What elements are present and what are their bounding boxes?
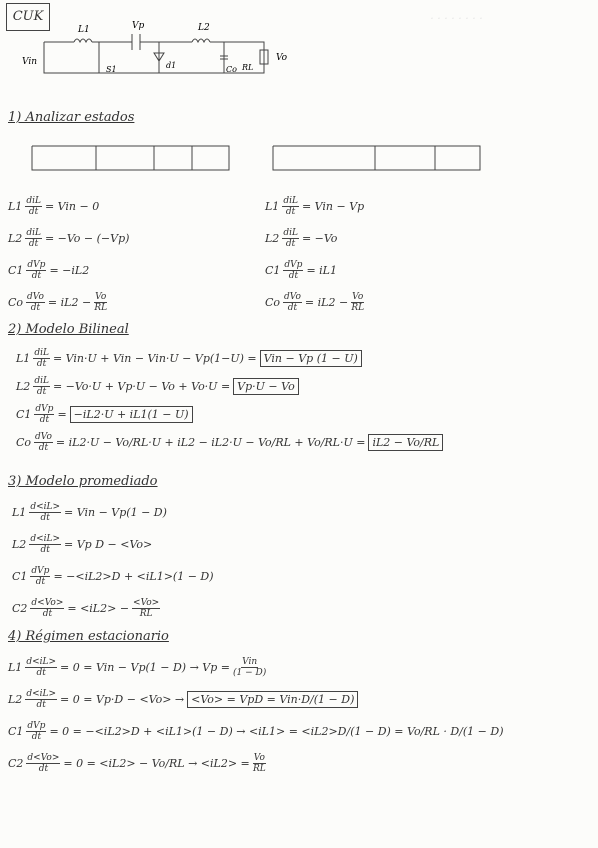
s1-right-deriv bbox=[282, 228, 299, 249]
s4-eq-1 bbox=[8, 689, 358, 710]
s3-deriv-num: d<iL> bbox=[30, 534, 61, 544]
s1-left-rfrac bbox=[94, 292, 107, 313]
s1-left-lhs: L1 bbox=[8, 200, 23, 213]
s2-rhs: = iL2·U − Vo/RL·U + iL2 − iL2·U − Vo/RL + Vo/RL·U = bbox=[55, 436, 366, 449]
s1-left-deriv-num: dVo bbox=[27, 292, 44, 302]
s1-right-rfrac-den: RL bbox=[351, 303, 365, 313]
s3-rfrac-num: <Vo> bbox=[133, 598, 160, 608]
s4-lhs: C2 bbox=[8, 757, 24, 770]
s2-deriv-den: dt bbox=[38, 443, 49, 453]
s1-left-deriv-num: dVp bbox=[27, 260, 46, 270]
s2-boxed-result: Vp·U − Vo bbox=[233, 378, 299, 395]
s3-deriv bbox=[30, 598, 64, 619]
s2-deriv bbox=[34, 432, 53, 453]
s1-right-deriv bbox=[283, 260, 303, 281]
section-4-title: 4) Régimen estacionario bbox=[8, 629, 169, 644]
s2-boxed-result: −iL2·U + iL1(1 − U) bbox=[70, 406, 193, 423]
s2-deriv-num: dVo bbox=[35, 432, 52, 442]
s4-rfrac-num: Vin bbox=[242, 657, 258, 667]
s4-deriv-num: d<iL> bbox=[26, 657, 57, 667]
vin-label: Vin bbox=[22, 57, 38, 67]
s2-rhs: = Vin·U + Vin − Vin·U − Vp(1−U) = bbox=[52, 352, 257, 365]
s4-eq-3 bbox=[8, 753, 266, 774]
s4-lhs: L1 bbox=[8, 661, 23, 674]
co-label: Co bbox=[226, 65, 237, 74]
s3-deriv-den: dt bbox=[40, 513, 50, 523]
s2-eq-3 bbox=[16, 432, 443, 453]
s2-eq-1 bbox=[16, 376, 299, 397]
s3-deriv-den: dt bbox=[42, 609, 53, 619]
s4-deriv-den: dt bbox=[36, 700, 46, 710]
s1-right-deriv bbox=[283, 292, 302, 313]
s3-lhs: L1 bbox=[12, 506, 27, 519]
s4-boxed-result: <Vo> = VpD = Vin·D/(1 − D) bbox=[187, 691, 358, 708]
s1-left-rfrac-den: RL bbox=[94, 303, 108, 313]
s4-rhs: = 0 = −<iL2>D + <iL1>(1 − D) → <iL1> = <iL2>D/(1 − D) = Vo/RL · D/(1 − D) bbox=[49, 725, 504, 738]
s2-rhs: = −Vo·U + Vp·U − Vo + Vo·U = bbox=[52, 380, 231, 393]
s1-left-deriv bbox=[25, 196, 42, 217]
s4-rhs: = 0 = Vin − Vp(1 − D) → Vp = bbox=[60, 661, 231, 674]
s1-left-deriv-num: diL bbox=[26, 196, 41, 206]
s1-right-eq-2 bbox=[265, 260, 337, 281]
s3-deriv-num: d<iL> bbox=[30, 502, 61, 512]
s1-right-lhs: L2 bbox=[265, 232, 280, 245]
bleed-through-text: · · · · · · · · bbox=[430, 12, 483, 25]
s1-left-deriv-num: diL bbox=[26, 228, 41, 238]
s1-left-lhs: Co bbox=[8, 296, 24, 309]
s2-deriv-num: diL bbox=[34, 376, 49, 386]
s2-lhs: L2 bbox=[16, 380, 31, 393]
s2-deriv-num: diL bbox=[34, 348, 49, 358]
switch-label: S1 bbox=[106, 65, 117, 74]
s1-left-eq-1 bbox=[8, 228, 129, 249]
s4-deriv bbox=[26, 721, 46, 742]
s1-left-rfrac-num: Vo bbox=[95, 292, 107, 302]
s3-rhs: = Vp D − <Vo> bbox=[64, 538, 153, 551]
s1-right-deriv-den: dt bbox=[287, 303, 298, 313]
s2-boxed-result: iL2 − Vo/RL bbox=[368, 434, 443, 451]
s4-deriv-num: d<Vo> bbox=[27, 753, 60, 763]
s1-left-rhs: = −Vo − (−Vp) bbox=[44, 232, 130, 245]
s4-deriv bbox=[25, 657, 57, 678]
s2-deriv bbox=[33, 376, 50, 397]
s1-right-deriv-num: dVp bbox=[284, 260, 303, 270]
s1-right-lhs: Co bbox=[265, 296, 281, 309]
s1-right-deriv-den: dt bbox=[285, 207, 296, 217]
s3-eq-2 bbox=[12, 566, 214, 587]
s1-left-deriv bbox=[26, 292, 45, 313]
s3-rhs: = <iL2> − bbox=[67, 602, 130, 615]
s2-deriv-den: dt bbox=[36, 359, 47, 369]
s4-deriv bbox=[25, 689, 57, 710]
s3-rhs: = −<iL2>D + <iL1>(1 − D) bbox=[53, 570, 214, 583]
s4-deriv-den: dt bbox=[36, 668, 46, 678]
rl-label: RL bbox=[242, 63, 254, 72]
s1-right-lhs: C1 bbox=[265, 264, 281, 277]
page-title: CUK bbox=[6, 3, 50, 31]
s1-right-rfrac-num: Vo bbox=[352, 292, 364, 302]
s1-left-lhs: L2 bbox=[8, 232, 23, 245]
s4-eq-2 bbox=[8, 721, 504, 742]
s3-lhs: C1 bbox=[12, 570, 28, 583]
s1-left-rhs: = iL2 − bbox=[47, 296, 92, 309]
s3-deriv bbox=[30, 566, 50, 587]
diode-label: d1 bbox=[166, 61, 177, 70]
s1-right-deriv bbox=[282, 196, 299, 217]
s3-deriv-den: dt bbox=[35, 577, 46, 587]
s2-eq-2 bbox=[16, 404, 193, 425]
s1-right-rhs: = iL2 − bbox=[304, 296, 349, 309]
s4-lhs: L2 bbox=[8, 693, 23, 706]
s1-left-lhs: C1 bbox=[8, 264, 24, 277]
s4-rhs: = 0 = Vp·D − <Vo> → bbox=[60, 693, 185, 706]
s1-right-deriv-num: diL bbox=[283, 228, 298, 238]
s1-right-rhs: = iL1 bbox=[306, 264, 337, 277]
s4-deriv-den: dt bbox=[38, 764, 49, 774]
s3-rfrac bbox=[132, 598, 160, 619]
state-on-circuit bbox=[14, 130, 249, 176]
s3-lhs: C2 bbox=[12, 602, 28, 615]
section-2-title: 2) Modelo Bilineal bbox=[8, 322, 129, 337]
s1-right-deriv-den: dt bbox=[285, 239, 296, 249]
s4-rfrac-den: RL bbox=[252, 764, 266, 774]
state-off-circuit bbox=[255, 130, 495, 176]
s4-deriv bbox=[26, 753, 60, 774]
cuk-circuit-diagram bbox=[14, 18, 304, 80]
s1-left-eq-3 bbox=[8, 292, 107, 313]
l1-label: L1 bbox=[78, 25, 90, 35]
s2-eq-0 bbox=[16, 348, 362, 369]
s1-right-deriv-num: diL bbox=[283, 196, 298, 206]
s1-left-deriv-den: dt bbox=[28, 239, 39, 249]
s3-eq-0 bbox=[12, 502, 167, 523]
s3-eq-1 bbox=[12, 534, 152, 555]
s4-rfrac-den: (1 − D) bbox=[233, 668, 267, 678]
vo-label: Vo bbox=[276, 53, 288, 63]
s1-right-lhs: L1 bbox=[265, 200, 280, 213]
s4-deriv-num: d<iL> bbox=[26, 689, 57, 699]
s4-rfrac bbox=[253, 753, 266, 774]
vp-label: Vp bbox=[132, 21, 145, 31]
s2-boxed-result: Vin − Vp (1 − U) bbox=[260, 350, 362, 367]
s1-right-eq-3 bbox=[265, 292, 364, 313]
s1-right-deriv-den: dt bbox=[288, 271, 299, 281]
s2-deriv-den: dt bbox=[36, 387, 47, 397]
s1-left-deriv-den: dt bbox=[31, 271, 42, 281]
s3-deriv-den: dt bbox=[40, 545, 50, 555]
s1-left-deriv bbox=[25, 228, 42, 249]
s4-rhs: = 0 = <iL2> − Vo/RL → <iL2> = bbox=[63, 757, 250, 770]
s1-right-rfrac bbox=[351, 292, 364, 313]
s4-rfrac-num: Vo bbox=[253, 753, 265, 763]
s1-right-deriv-num: dVo bbox=[284, 292, 301, 302]
s1-left-deriv-den: dt bbox=[30, 303, 41, 313]
s3-rhs: = Vin − Vp(1 − D) bbox=[64, 506, 167, 519]
s4-deriv-den: dt bbox=[31, 732, 42, 742]
s1-left-rhs: = Vin − 0 bbox=[44, 200, 100, 213]
s4-rfrac bbox=[233, 657, 266, 678]
s2-deriv-den: dt bbox=[39, 415, 50, 425]
s1-left-eq-2 bbox=[8, 260, 89, 281]
s2-rhs: = bbox=[57, 408, 67, 421]
s2-deriv-num: dVp bbox=[35, 404, 54, 414]
s4-eq-0 bbox=[8, 657, 266, 678]
s1-left-deriv-den: dt bbox=[28, 207, 39, 217]
s3-deriv bbox=[29, 502, 61, 523]
s2-lhs: L1 bbox=[16, 352, 31, 365]
s3-deriv-num: dVp bbox=[31, 566, 50, 576]
section-1-title: 1) Analizar estados bbox=[8, 110, 135, 125]
l2-label: L2 bbox=[198, 23, 210, 33]
s3-rfrac-den: RL bbox=[139, 609, 153, 619]
s1-right-eq-0 bbox=[265, 196, 364, 217]
s1-left-eq-0 bbox=[8, 196, 99, 217]
s4-deriv-num: dVp bbox=[27, 721, 46, 731]
s3-deriv-num: d<Vo> bbox=[31, 598, 64, 608]
s4-lhs: C1 bbox=[8, 725, 24, 738]
s2-lhs: Co bbox=[16, 436, 32, 449]
section-3-title: 3) Modelo promediado bbox=[8, 474, 158, 489]
s3-deriv bbox=[29, 534, 61, 555]
s1-right-rhs: = Vin − Vp bbox=[301, 200, 365, 213]
s2-lhs: C1 bbox=[16, 408, 32, 421]
s1-left-rhs: = −iL2 bbox=[49, 264, 90, 277]
s2-deriv bbox=[33, 348, 50, 369]
s1-right-eq-1 bbox=[265, 228, 337, 249]
s2-deriv bbox=[34, 404, 54, 425]
s1-left-deriv bbox=[26, 260, 46, 281]
s1-right-rhs: = −Vo bbox=[301, 232, 338, 245]
s3-eq-3 bbox=[12, 598, 160, 619]
s3-lhs: L2 bbox=[12, 538, 27, 551]
